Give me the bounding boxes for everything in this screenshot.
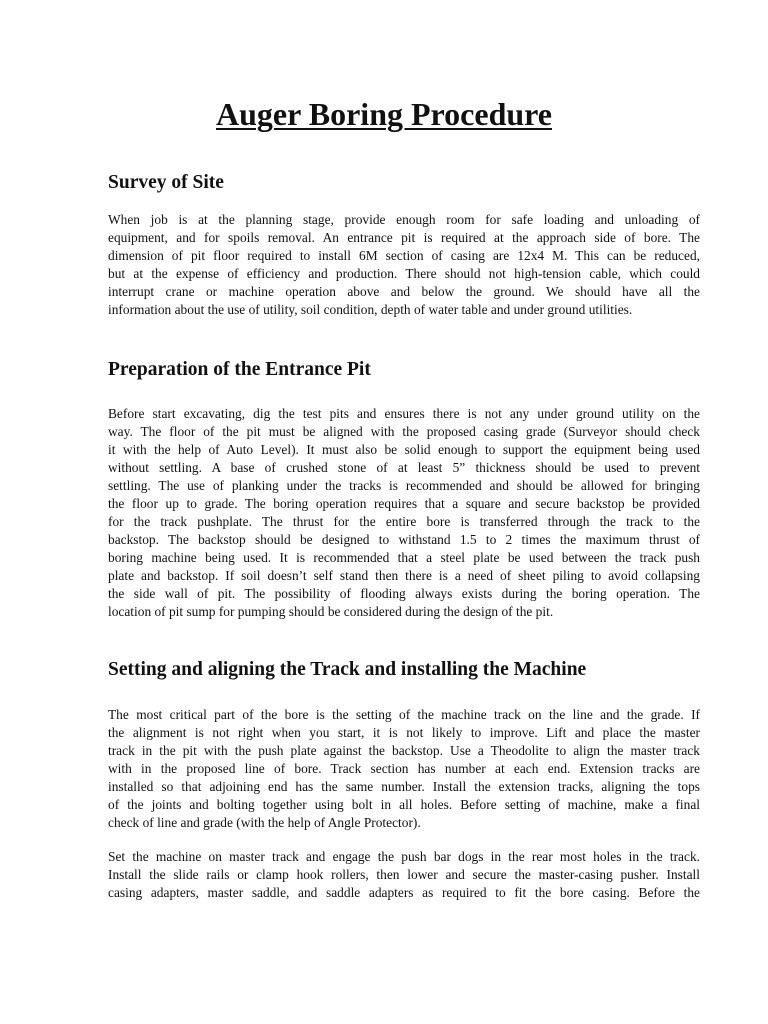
- paragraph-line: check of line and grade (with the help of Angle Protector).: [108, 815, 421, 830]
- paragraph-line: with in the proposed line of bore. Track section has number at each end. Extension tracks are: [108, 761, 700, 776]
- paragraph-line: Before start excavating, dig the test pits and ensures there is not any under ground utility on the: [108, 406, 700, 421]
- paragraph-line: interrupt crane or machine operation above and below the ground. We should have all the: [108, 284, 700, 299]
- paragraph-line: track in the pit with the push plate against the backstop. Use a Theodolite to align the master track: [108, 743, 700, 758]
- paragraph-line: backstop. The backstop should be designed to withstand 1.5 to 2 times the maximum thrust of: [108, 532, 700, 547]
- paragraph-line: The most critical part of the bore is the setting of the machine track on the line and the grade. If: [108, 707, 700, 722]
- document-title: Auger Boring Procedure: [216, 96, 552, 132]
- paragraph-line: of the joints and bolting together using bolt in all holes. Before setting of machine, make a final: [108, 797, 700, 812]
- paragraph-line: installed so that adjoining end has the same number. Install the extension tracks, aligning the tops: [108, 779, 700, 794]
- paragraph-setting-machine: [108, 848, 700, 902]
- paragraph-line: for the track pushplate. The thrust for the entire bore is transferred through the track to the: [108, 514, 700, 529]
- paragraph-line: the floor up to grade. The boring operation requires that a square and secure backstop be provided: [108, 496, 700, 511]
- paragraph-line: but at the expense of efficiency and production. There should not high-tension cable, which could: [108, 266, 700, 281]
- paragraph-line: it with the help of Auto Level). It must also be solid enough to support the equipment being used: [108, 442, 700, 457]
- paragraph-line: information about the use of utility, soil condition, depth of water table and under ground utilities.: [108, 302, 633, 317]
- paragraph-preparation-of-entrance-pit: [108, 405, 700, 621]
- paragraph-line: the alignment is not right when you start, it is not likely to improve. Lift and place the master: [108, 725, 700, 740]
- paragraph-line: Install the slide rails or clamp hook rollers, then lower and secure the master-casing pusher. Install: [108, 867, 700, 882]
- paragraph-setting-and-aligning-track: [108, 706, 700, 832]
- paragraph-line: boring machine being used. It is recommended that a steel plate be used between the track push: [108, 550, 700, 565]
- paragraph-line: settling. The use of planking under the tracks is recommended and should be allowed for bringing: [108, 478, 700, 493]
- paragraph-line: equipment, and for spoils removal. An entrance pit is required at the approach side of bore. The: [108, 230, 700, 245]
- paragraph-line: When job is at the planning stage, provide enough room for safe loading and unloading of: [108, 212, 700, 227]
- paragraph-survey-of-site: [108, 211, 700, 319]
- paragraph-line: the side wall of pit. The possibility of flooding always exists during the boring operation. The: [108, 586, 700, 601]
- paragraph-line: without settling. A base of crushed stone of at least 5” thickness should be used to prevent: [108, 460, 700, 475]
- paragraph-line: Set the machine on master track and engage the push bar dogs in the rear most holes in the track.: [108, 849, 700, 864]
- section-heading-preparation-of-entrance-pit: Preparation of the Entrance Pit: [108, 359, 371, 380]
- paragraph-line: way. The floor of the pit must be aligned with the proposed casing grade (Surveyor should check: [108, 424, 700, 439]
- paragraph-line: dimension of pit floor required to install 6M section of casing are 12x4 M. This can be reduced,: [108, 248, 700, 263]
- section-heading-survey-of-site: Survey of Site: [108, 172, 224, 193]
- paragraph-line: casing adapters, master saddle, and saddle adapters as required to fit the bore casing. Before the: [108, 885, 700, 900]
- paragraph-line: plate and backstop. If soil doesn’t self stand then there is a need of sheet piling to avoid collapsing: [108, 568, 700, 583]
- section-heading-setting-and-aligning-track: Setting and aligning the Track and installing the Machine: [108, 659, 587, 680]
- paragraph-line: location of pit sump for pumping should be considered during the design of the pit.: [108, 604, 554, 619]
